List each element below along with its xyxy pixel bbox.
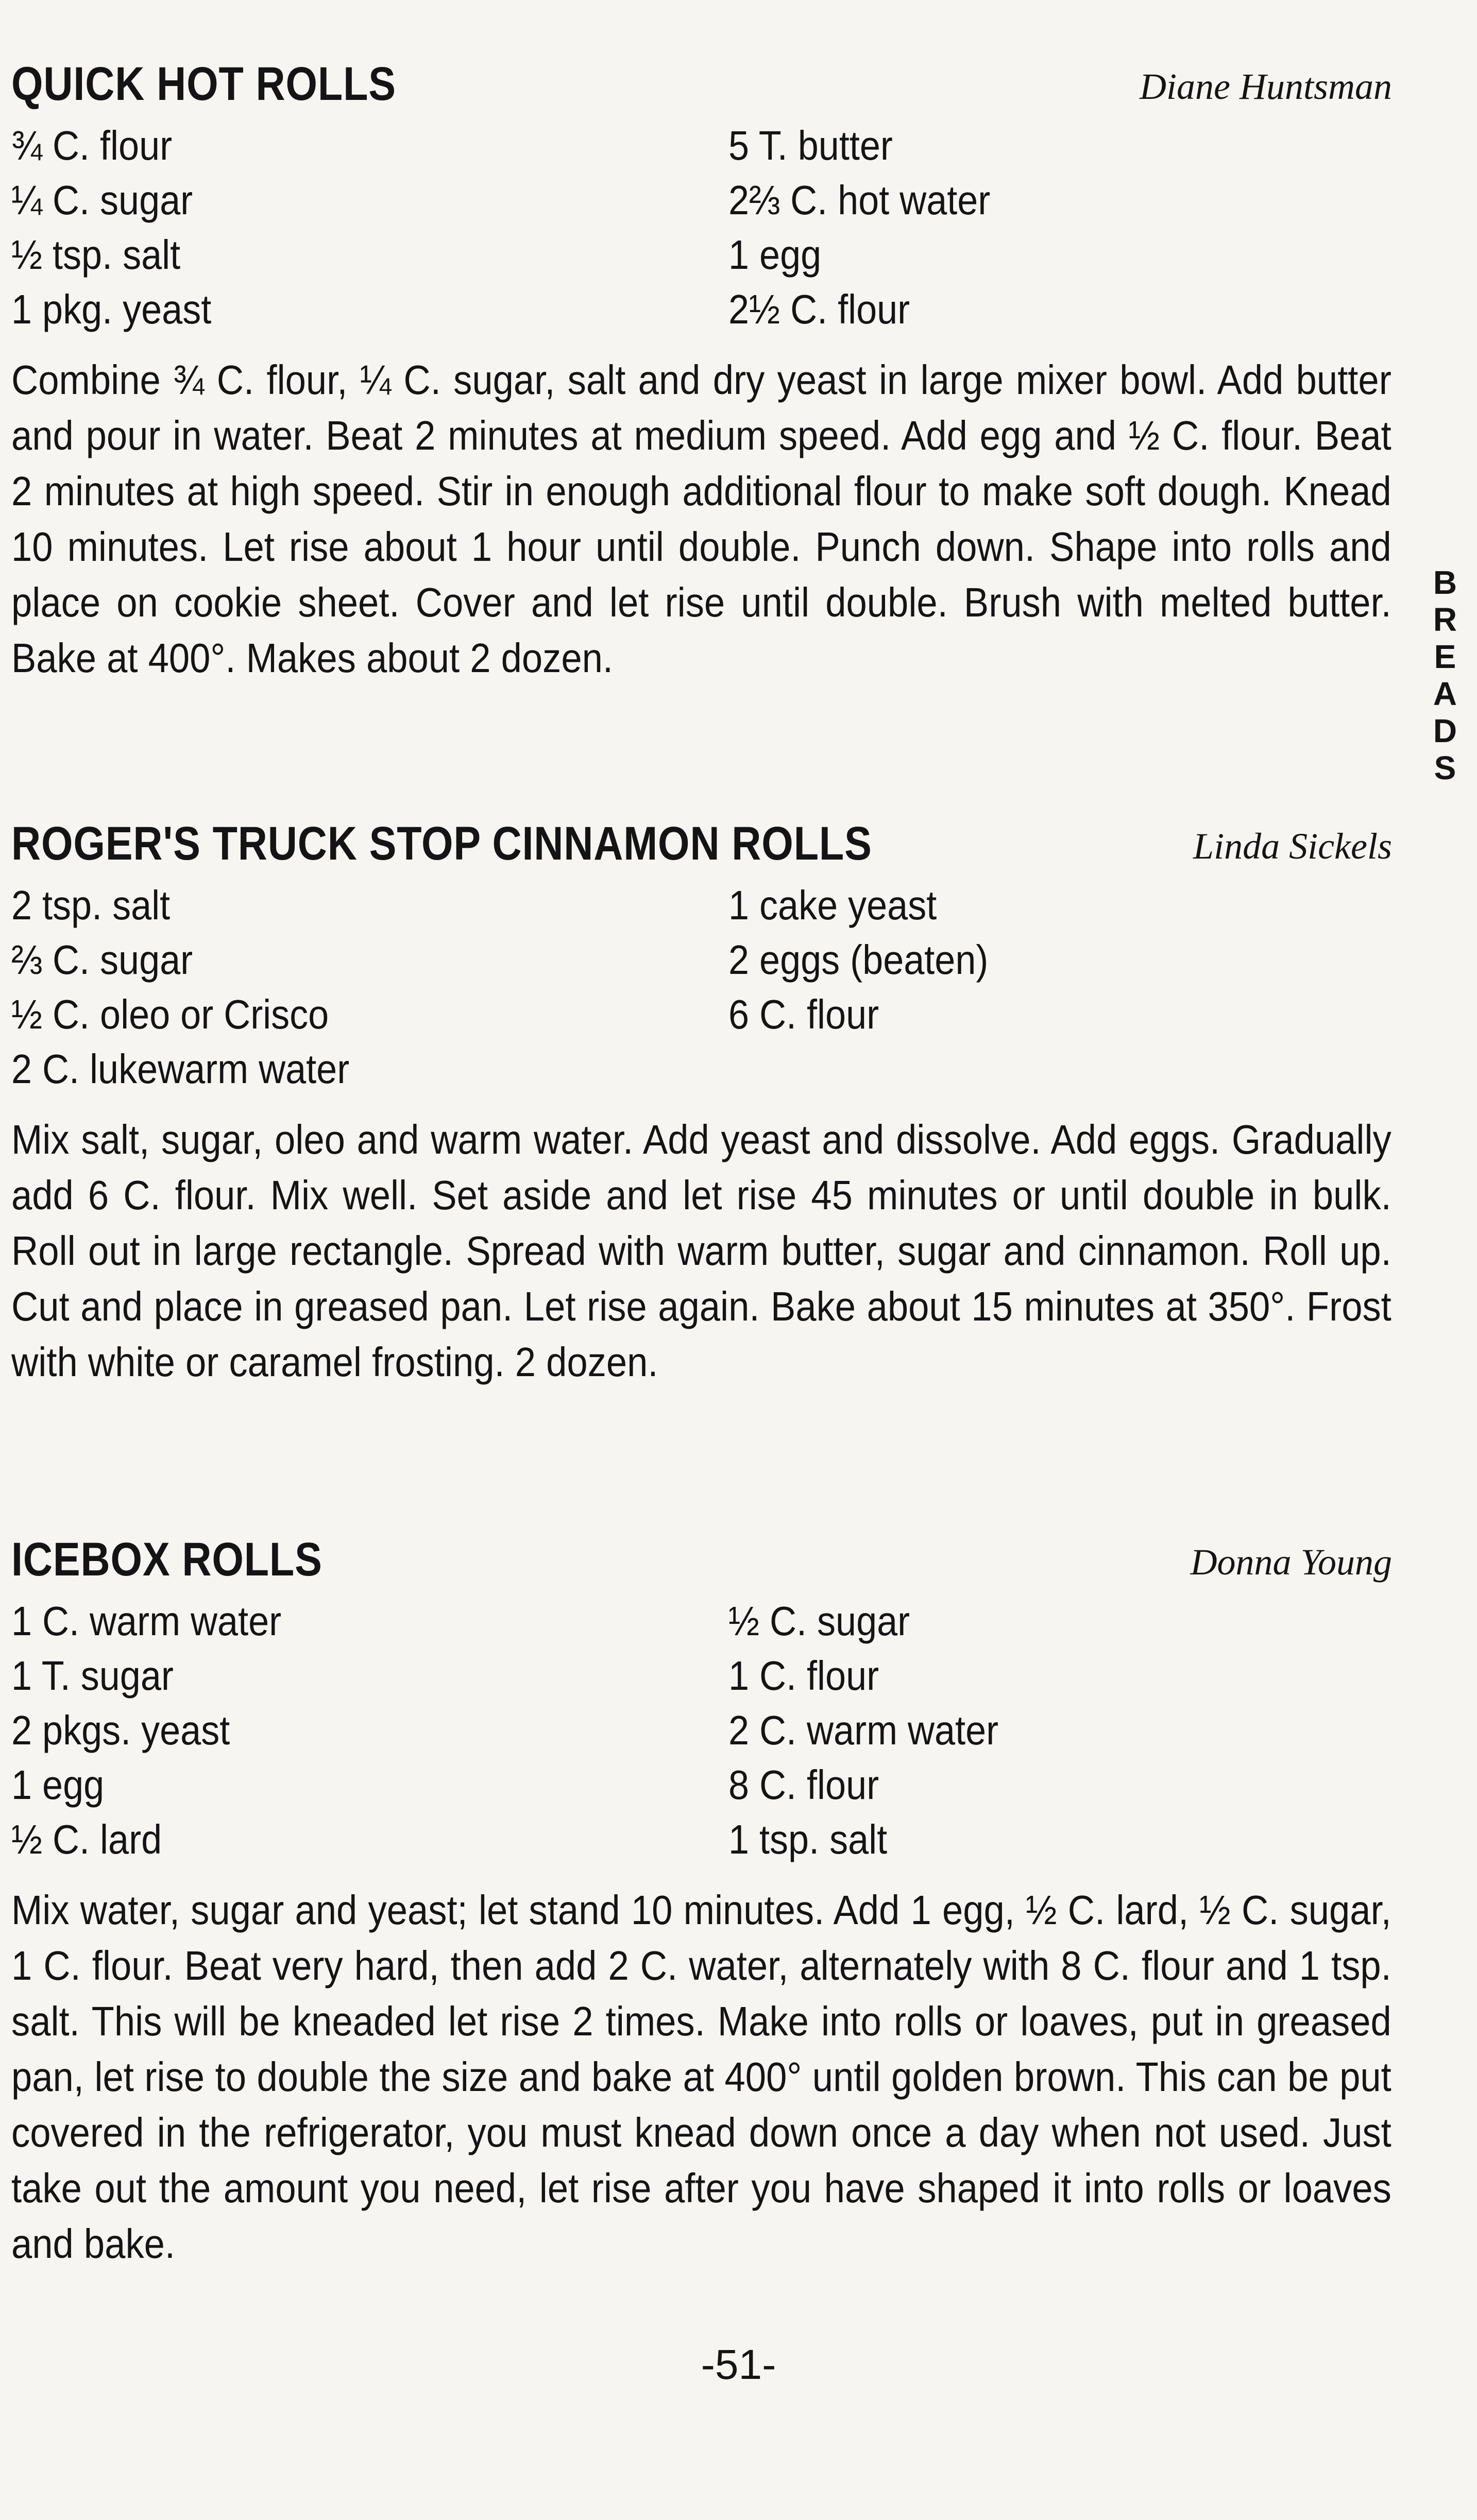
recipe-title: ICEBOX ROLLS — [11, 1533, 322, 1586]
ingredients-left-column — [11, 118, 728, 337]
ingredient: ½ C. oleo or Crisco — [11, 991, 329, 1037]
ingredient: ½ C. sugar — [728, 1598, 910, 1644]
ingredient: 1 T. sugar — [11, 1653, 174, 1699]
section-tab-letter: A — [1433, 675, 1457, 712]
section-tab-breads — [1424, 564, 1466, 786]
section-tab-letter: R — [1433, 601, 1457, 638]
recipe-author: Donna Young — [1190, 1541, 1392, 1583]
ingredient: ½ C. lard — [11, 1816, 162, 1862]
ingredient: 1 egg — [728, 232, 822, 278]
ingredients-left-column — [11, 878, 728, 1096]
recipe-quick-hot-rolls — [11, 46, 1392, 686]
ingredient: 2 tsp. salt — [11, 882, 171, 928]
ingredient: 2⅔ C. hot water — [728, 177, 991, 223]
ingredients-right-column — [728, 1594, 1392, 1867]
ingredient: 1 pkg. yeast — [11, 286, 212, 332]
ingredients-right-column — [728, 878, 1392, 1096]
ingredients — [11, 878, 1392, 1096]
ingredient: 2 pkgs. yeast — [11, 1707, 230, 1753]
ingredient: ¼ C. sugar — [11, 177, 193, 223]
recipe-header — [11, 1522, 1392, 1594]
recipe-title: ROGER'S TRUCK STOP CINNAMON ROLLS — [11, 817, 872, 870]
ingredient: 2½ C. flour — [728, 286, 910, 332]
recipe-author: Linda Sickels — [1193, 826, 1392, 867]
ingredient: 6 C. flour — [728, 991, 879, 1037]
recipe-author: Diane Huntsman — [1140, 66, 1392, 107]
recipe-instructions: Mix water, sugar and yeast; let stand 10 minutes. Add 1 egg, ½ C. lard, ½ C. sugar, 1 C. flour. Beat very hard, then add 2 C. water, alternately with 8 C. flour and 1 tsp. salt. This will be kneaded let rise 2 times. Make into rolls or loaves, put in greased pan, let rise to double the size and bake at 400° until golden brown. This can be put covered in the refrigerator, you must knead down once a day when not used. Just take out the amount you need, let rise after you have shaped it into rolls or loaves and bake. — [11, 1887, 1391, 2267]
page-number: -51- — [701, 2341, 776, 2388]
ingredient: 2 C. warm water — [728, 1707, 999, 1753]
ingredient: 1 tsp. salt — [728, 1816, 888, 1862]
ingredient: 2 eggs (beaten) — [728, 937, 989, 983]
ingredient: 8 C. flour — [728, 1762, 879, 1808]
recipe-icebox-rolls — [11, 1522, 1392, 2272]
recipe-cinnamon-rolls — [11, 806, 1392, 1390]
ingredient: 2 C. lukewarm water — [11, 1046, 350, 1092]
section-tab-letter: S — [1434, 749, 1456, 786]
ingredient: ⅔ C. sugar — [11, 937, 193, 983]
ingredient: ¾ C. flour — [11, 123, 173, 168]
ingredients-left-column — [11, 1594, 728, 1867]
ingredient: 1 C. flour — [728, 1653, 879, 1699]
section-tab-letter: B — [1433, 564, 1457, 601]
ingredient: 1 C. warm water — [11, 1598, 282, 1644]
ingredient: 5 T. butter — [728, 123, 893, 168]
ingredient: ½ tsp. salt — [11, 232, 181, 278]
recipe-header — [11, 46, 1392, 118]
recipe-title: QUICK HOT ROLLS — [11, 58, 396, 110]
ingredients — [11, 1594, 1392, 1867]
recipe-header — [11, 806, 1392, 878]
recipe-instructions: Mix salt, sugar, oleo and warm water. Add yeast and dissolve. Add eggs. Gradually add 6 C. flour. Mix well. Set aside and let rise 45 minutes or until double in bulk. Roll out in large rectangle. Spread with warm butter, sugar and cinnamon. Roll up. Cut and place in greased pan. Let rise again. Bake about 15 minutes at 350°. Frost with white or caramel frosting. 2 dozen. — [11, 1117, 1391, 1385]
ingredients-right-column — [728, 118, 1392, 337]
section-tab-letter: D — [1433, 712, 1457, 749]
section-tab-letter: E — [1434, 638, 1456, 675]
ingredients — [11, 118, 1392, 337]
ingredient: 1 egg — [11, 1762, 105, 1808]
recipe-instructions: Combine ¾ C. flour, ¼ C. sugar, salt and dry yeast in large mixer bowl. Add butter and pour in water. Beat 2 minutes at medium speed. Add egg and ½ C. flour. Beat 2 minutes at high speed. Stir in enough additional flour to make soft dough. Knead 10 minutes. Let rise about 1 hour until double. Punch down. Shape into rolls and place on cookie sheet. Cover and let rise until double. Brush with melted butter. Bake at 400°. Makes about 2 dozen. — [11, 357, 1391, 681]
ingredient: 1 cake yeast — [728, 882, 937, 928]
